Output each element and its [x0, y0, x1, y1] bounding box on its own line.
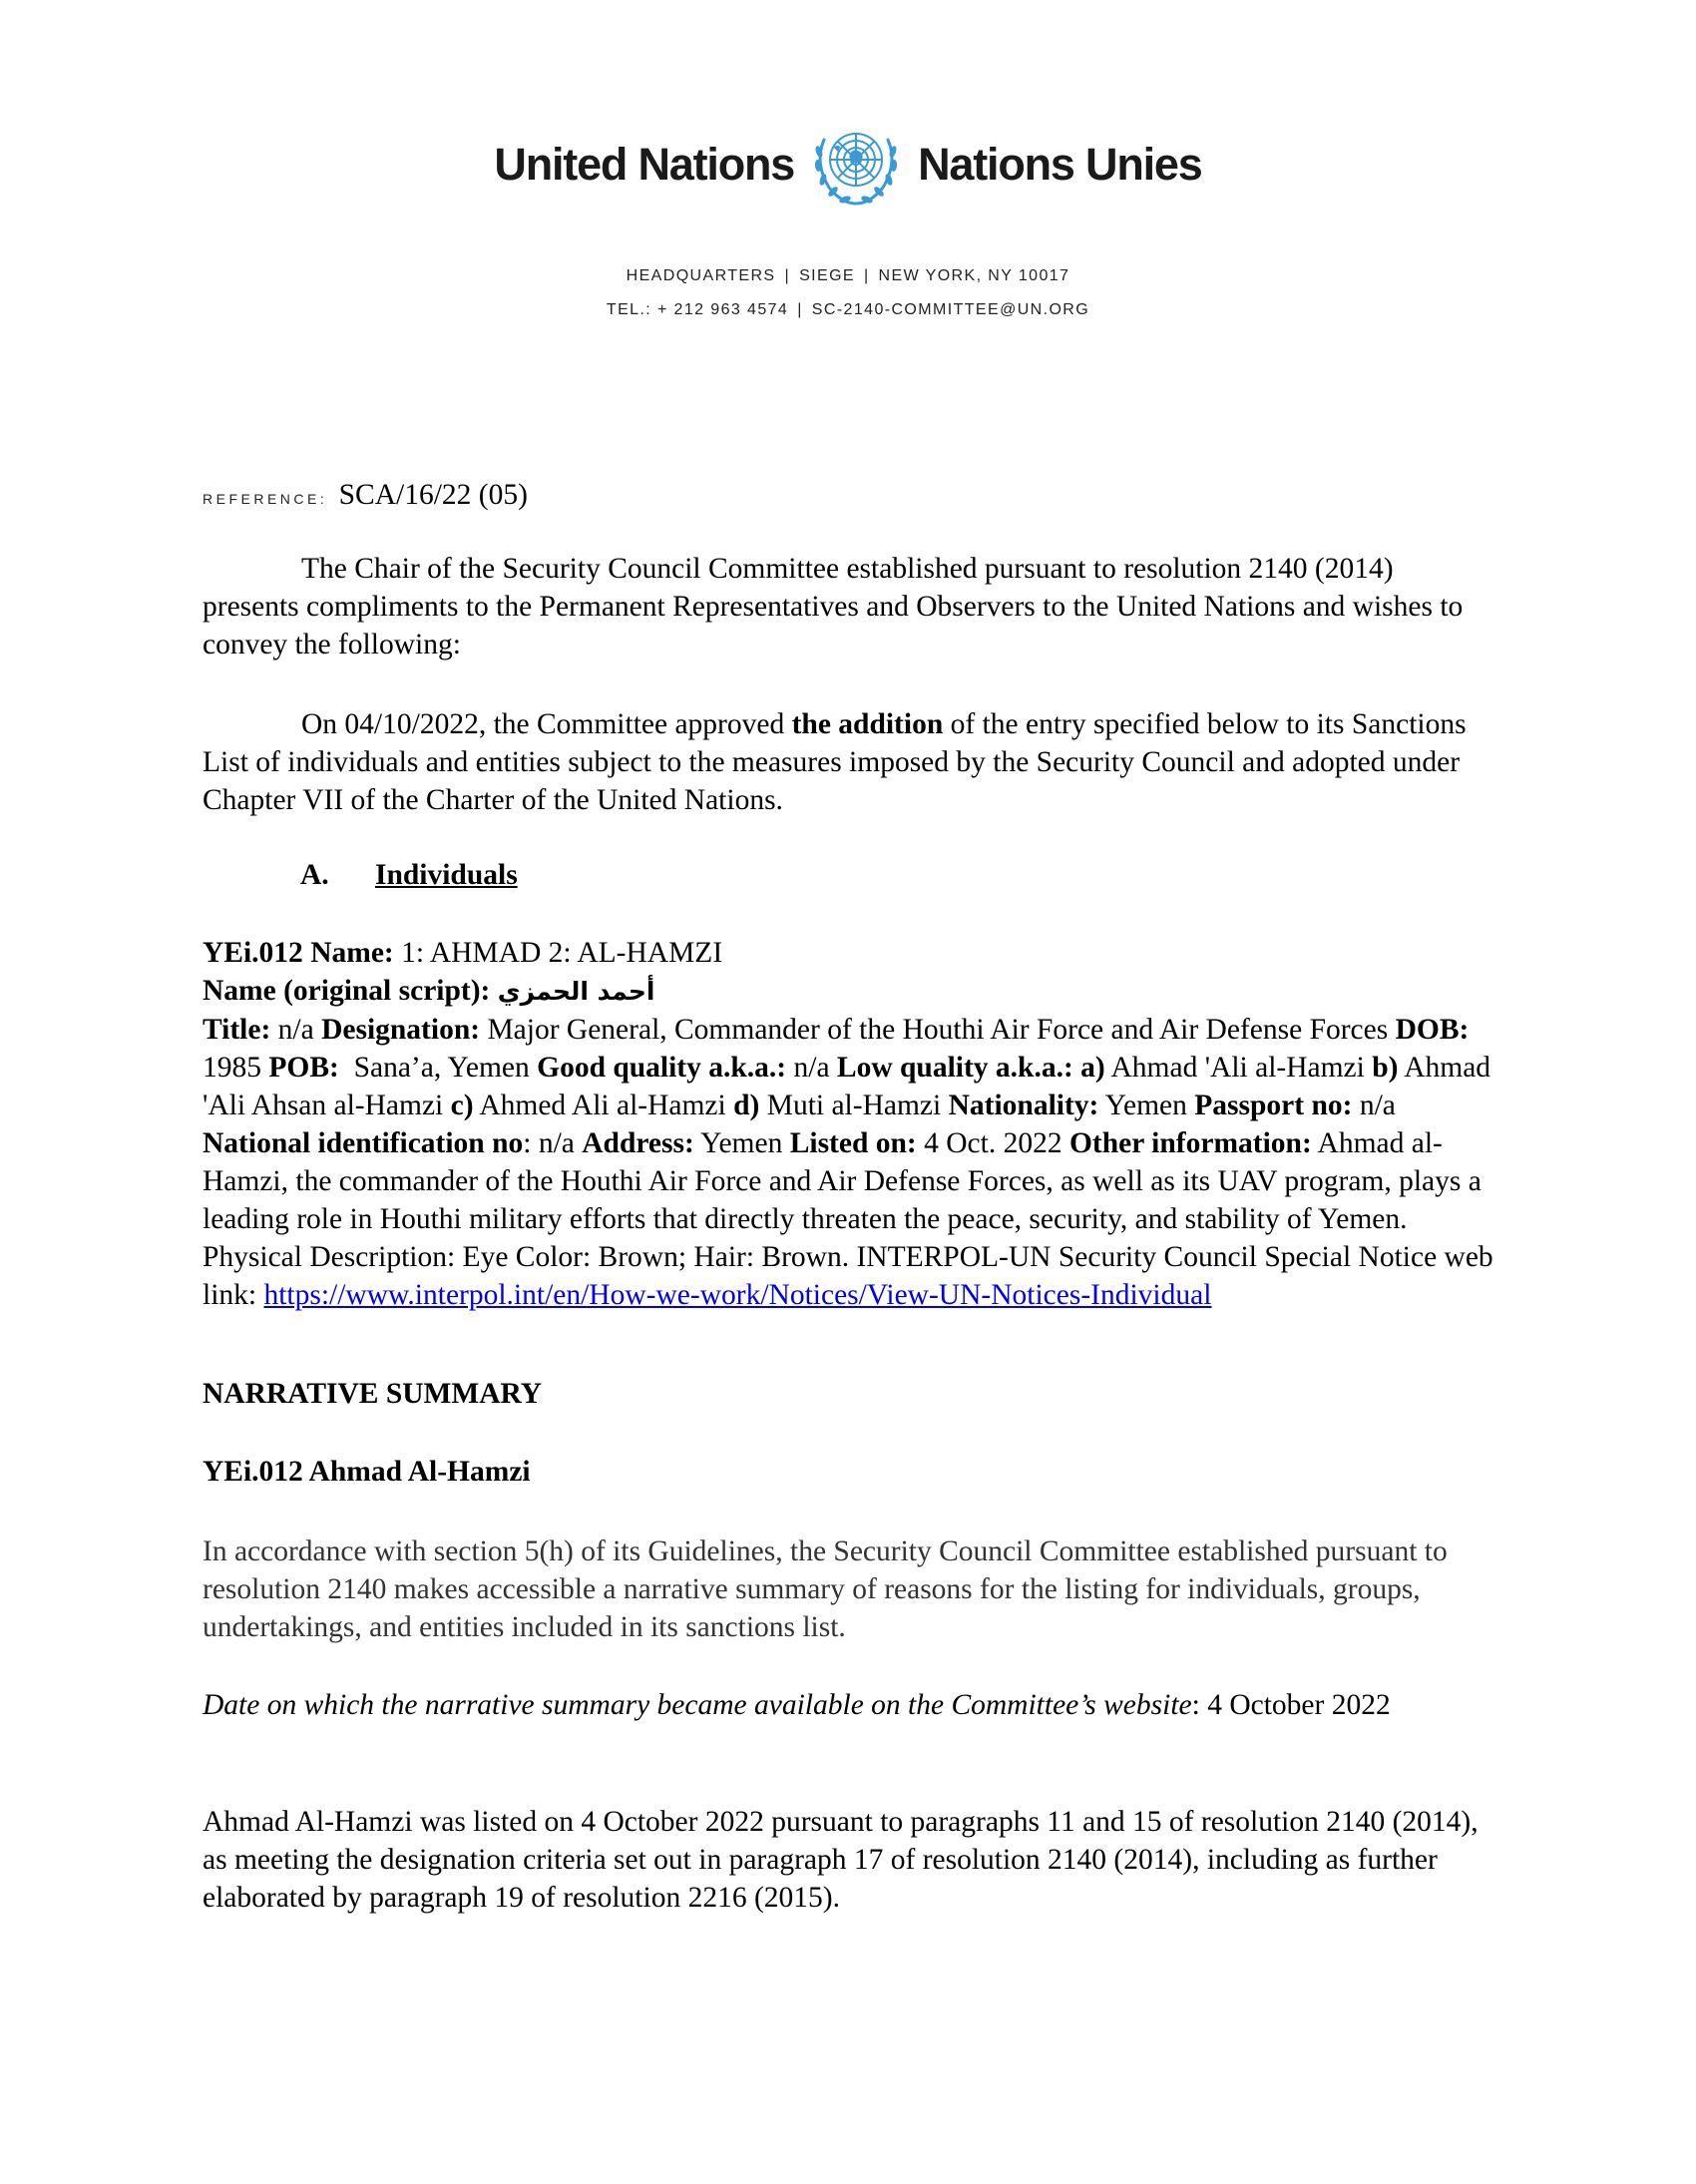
- original-script-label: Name (original script):: [203, 975, 491, 1007]
- narrative-paragraph-1: In accordance with section 5(h) of its Guidelines, the Security Council Committee established pursuant to resolution 2140 makes accessible a narrative summary of reasons for the listing for individuals, groups, undertakings, and entities included in its sanctions list.: [203, 1535, 1448, 1643]
- entry-name-line: [203, 934, 1499, 972]
- national-id-value: : n/a: [523, 1127, 575, 1159]
- aka-a-value: Ahmad 'Ali al-Hamzi: [1110, 1052, 1365, 1084]
- dob-value: 1985: [203, 1052, 261, 1084]
- good-aka-label: Good quality a.k.a.:: [537, 1052, 787, 1084]
- address-siege: SIEGE: [799, 267, 855, 284]
- address-value: Yemen: [700, 1127, 783, 1159]
- narrative-subheading: YEi.012 Ahmad Al-Hamzi: [203, 1456, 531, 1488]
- narrative-heading: NARRATIVE SUMMARY: [203, 1378, 543, 1410]
- reference-label: REFERENCE:: [203, 491, 328, 507]
- other-information-label: Other information:: [1068, 1127, 1312, 1159]
- approval-text-before: On 04/10/2022, the Committee approved: [301, 708, 792, 740]
- letterhead: [0, 118, 1696, 212]
- pob-label: POB:: [268, 1052, 339, 1084]
- name-label: Name:: [310, 937, 394, 969]
- designation-value: Major General, Commander of the Houthi Air Force and Air Defense Forces: [487, 1014, 1389, 1046]
- intro-paragraph: The Chair of the Security Council Committee established pursuant to resolution 2140 (2014) presents compliments to the Permanent Representatives and Observers to the United Nations and wishes to convey the following:: [203, 553, 1464, 660]
- address-line-2: [0, 301, 1696, 319]
- entry-details: [203, 1011, 1499, 1314]
- narrative-date-paragraph: [203, 1686, 1495, 1724]
- narrative-paragraph-3: Ahmad Al-Hamzi was listed on 4 October 2022 pursuant to paragraphs 11 and 15 of resolution 2140 (2014), as meeting the designation criteria set out in paragraph 17 of resolution 2140 (2014), including as further elaborated by paragraph 19 of resolution 2216 (2015).: [203, 1806, 1479, 1914]
- title-value: n/a: [277, 1014, 314, 1046]
- approval-text-after: of the entry specified below to its Sanctions List of individuals and entities subject to the measures imposed by the Security Council and adopted under Chapter VII of the Charter of the United Nations.: [203, 708, 1467, 816]
- narrative-date-value: : 4 October 2022: [1191, 1689, 1391, 1721]
- approval-paragraph: [203, 705, 1495, 819]
- aka-b-label: b): [1372, 1052, 1399, 1084]
- name-value: 1: AHMAD 2: AL-HAMZI: [401, 937, 723, 969]
- nationality-label: Nationality:: [948, 1090, 1099, 1121]
- listed-on-label: Listed on:: [789, 1127, 917, 1159]
- entry-id: YEi.012: [203, 937, 303, 969]
- address-city: NEW YORK, NY 10017: [878, 267, 1070, 284]
- entry-original-script-line: [203, 972, 1499, 1011]
- address-label: Address:: [582, 1127, 694, 1159]
- listed-on-value: 4 Oct. 2022: [924, 1127, 1062, 1159]
- aka-c-value: Ahmed Ali al-Hamzi: [479, 1090, 726, 1121]
- aka-d-value: Muti al-Hamzi: [766, 1090, 942, 1121]
- approval-text-bold: the addition: [791, 708, 944, 740]
- low-aka-label: Low quality a.k.a.:: [836, 1052, 1073, 1084]
- aka-b-value: Ahmad 'Ali Ahsan al-Hamzi: [203, 1052, 1491, 1121]
- separator: |: [863, 267, 870, 284]
- aka-d-label: d): [733, 1090, 760, 1121]
- section-title: Individuals: [375, 859, 518, 891]
- separator: |: [797, 301, 803, 318]
- nationality-value: Yemen: [1104, 1090, 1187, 1121]
- address-line-1: [0, 267, 1696, 285]
- section-letter: A.: [300, 859, 329, 891]
- passport-value: n/a: [1359, 1090, 1396, 1121]
- sanctions-entry: [203, 934, 1499, 1314]
- reference-value: SCA/16/22 (05): [338, 479, 528, 511]
- interpol-notice-link[interactable]: https://www.interpol.int/en/How-we-work/Notices/View-UN-Notices-Individual: [263, 1279, 1212, 1311]
- designation-label: Designation:: [321, 1014, 481, 1046]
- passport-label: Passport no:: [1194, 1090, 1353, 1121]
- address-headquarters: HEADQUARTERS: [626, 267, 776, 284]
- aka-c-label: c): [450, 1090, 474, 1121]
- reference-line: [203, 479, 528, 512]
- other-information-value: Ahmad al-Hamzi, the commander of the Houthi Air Force and Air Defense Forces, as well as its UAV program, plays a leading role in Houthi military efforts that directly threaten the peace, security, and stability of Yemen. Physical Description: Eye Color: Brown; Hair: Brown. INTERPOL-UN Security Council Special Notice web link:: [203, 1127, 1493, 1311]
- un-emblem-icon: [804, 118, 908, 212]
- org-name-french: Nations Unies: [918, 139, 1202, 190]
- separator: |: [784, 267, 791, 284]
- title-label: Title:: [203, 1014, 271, 1046]
- good-aka-value: n/a: [793, 1052, 830, 1084]
- address-email: SC-2140-COMMITTEE@UN.ORG: [811, 301, 1090, 318]
- original-script-value: أحمد الحمزي: [497, 977, 655, 1006]
- dob-label: DOB:: [1395, 1014, 1470, 1046]
- aka-a-label: a): [1080, 1052, 1105, 1084]
- pob-value: Sana’a, Yemen: [353, 1052, 530, 1084]
- org-name-english: United Nations: [494, 139, 795, 190]
- narrative-date-label: Date on which the narrative summary became available on the Committee’s website: [203, 1689, 1192, 1721]
- address-telephone: TEL.: + 212 963 4574: [606, 301, 789, 318]
- national-id-label: National identification no: [203, 1127, 524, 1159]
